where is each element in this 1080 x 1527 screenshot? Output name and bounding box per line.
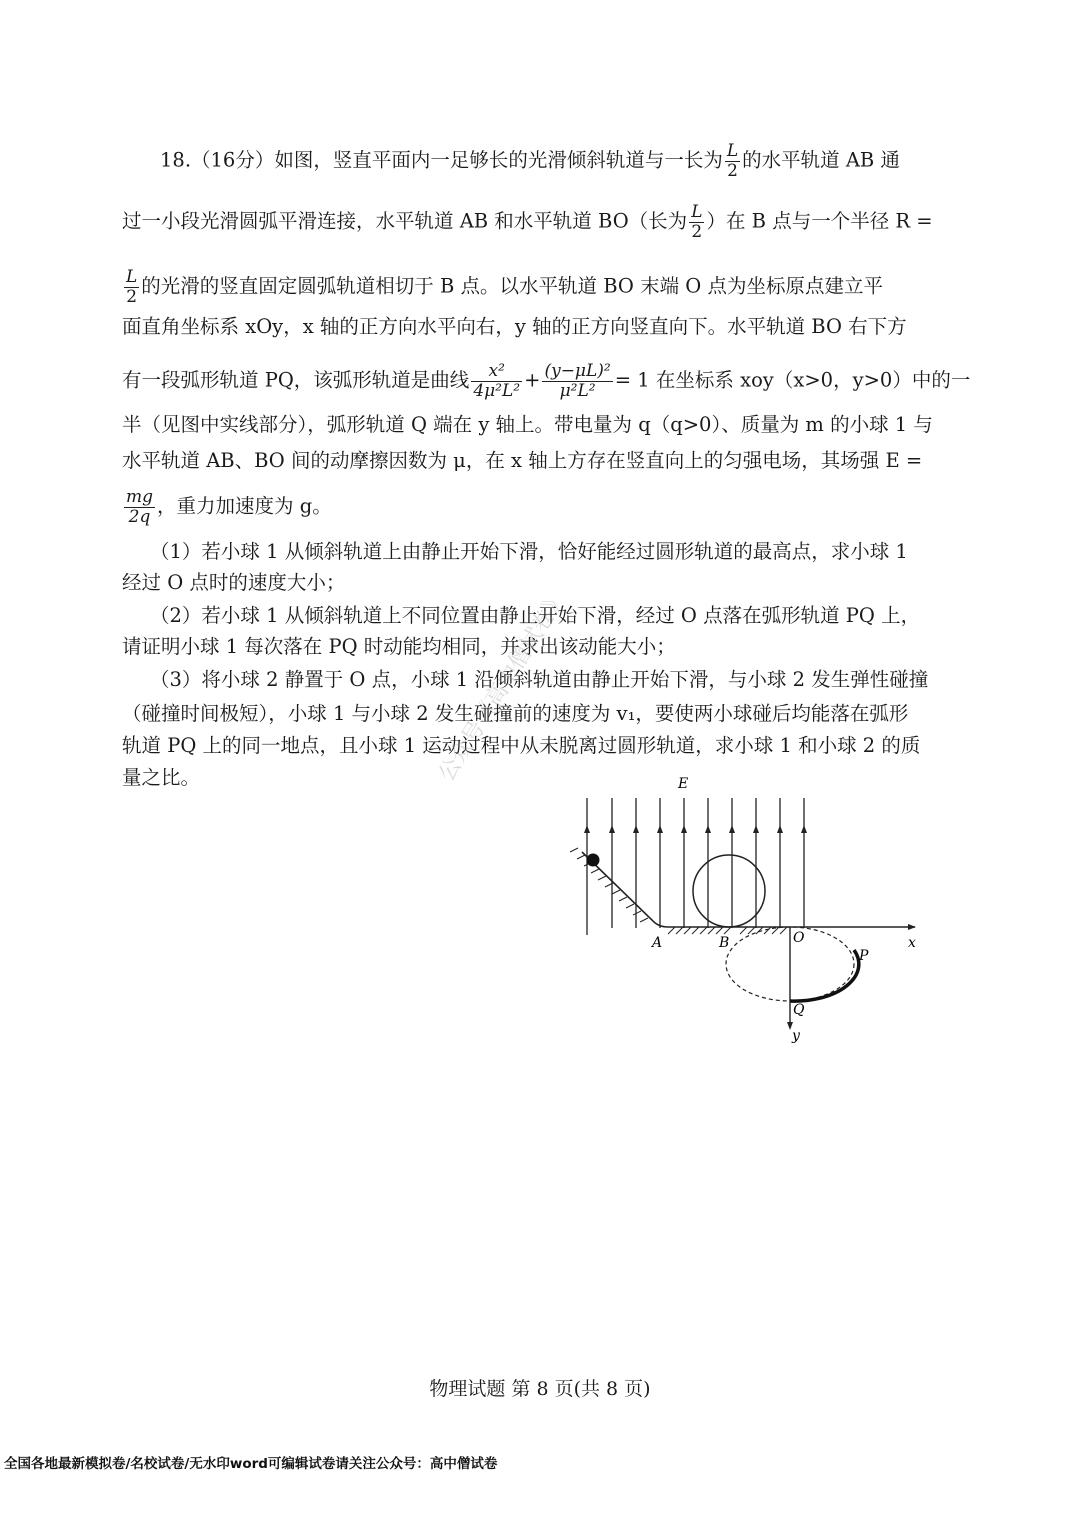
question-text: 的光滑的竖直固定圆弧轨道相切于 B 点。以水平轨道 BO 末端 O 点为坐标原点建立平 bbox=[141, 274, 883, 298]
field-arrowheads bbox=[584, 825, 807, 833]
fraction-l-over-2: $\frac{L}{2}$ bbox=[691, 202, 703, 242]
ball-1 bbox=[587, 854, 600, 867]
label-B: B bbox=[719, 935, 730, 951]
fraction-l-over-2: $\frac{L}{2}$ bbox=[126, 267, 138, 307]
question-line-7: 水平轨道 AB、BO 间的动摩擦因数为 μ，在 x 轴上方存在竖直向上的匀强电场，其场强 E = bbox=[122, 449, 923, 472]
page-footer: 物理试题 第 8 页(共 8 页) bbox=[429, 1378, 651, 1400]
label-x: x bbox=[908, 935, 916, 951]
part-2-line-b: 请证明小球 1 每次落在 PQ 时动能均相同，并求出该动能大小； bbox=[122, 635, 676, 658]
equation-fraction-2: $\frac{\text{(y−μL)²}}{\text{μ²L²}}$ bbox=[544, 361, 611, 401]
question-text: 18.（16分）如图，竖直平面内一足够长的光滑倾斜轨道与一长为 bbox=[160, 148, 723, 172]
question-line-8 bbox=[122, 488, 952, 526]
x-axis-arrow bbox=[908, 924, 916, 930]
question-line-3 bbox=[122, 268, 952, 306]
part-3-line-b: （碰撞时间极短），小球 1 与小球 2 发生碰撞前的速度为 v₁，要使两小球碰后均能落在弧形 bbox=[122, 702, 909, 725]
part-3-line-c: 轨道 PQ 上的同一地点，且小球 1 运动过程中从未脱离过圆形轨道，求小球 1 和小球 2 的质 bbox=[122, 734, 921, 757]
label-A: A bbox=[652, 935, 663, 951]
plus-sign: + bbox=[524, 368, 541, 392]
equation-rhs: = 1 bbox=[614, 368, 650, 392]
question-line-4: 面直角坐标系 xOy，x 轴的正方向水平向右，y 轴的正方向竖直向下。水平轨道 BO 右下方 bbox=[122, 315, 907, 338]
question-line-2 bbox=[122, 203, 952, 241]
physics-diagram bbox=[560, 770, 930, 1050]
label-Q: Q bbox=[793, 1002, 805, 1018]
part-1-line-b: 经过 O 点时的速度大小； bbox=[122, 571, 346, 594]
arc-pq-solid bbox=[790, 950, 859, 1001]
question-text: ，重力加速度为 g。 bbox=[157, 494, 332, 518]
track-hatching bbox=[570, 848, 787, 934]
watermark: 公众号《高中僧试卷》 bbox=[434, 586, 573, 786]
electric-field-lines bbox=[587, 798, 804, 935]
part-2-line-a: （2）若小球 1 从倾斜轨道上不同位置由静止开始下滑，经过 O 点落在弧形轨道 PQ 上， bbox=[150, 604, 921, 627]
part-3-line-d: 量之比。 bbox=[122, 766, 201, 789]
equation-fraction-1: $\frac{\text{x²}}{\text{4μ²L²}}$ bbox=[473, 361, 521, 401]
question-text: 有一段弧形轨道 PQ，该弧形轨道是曲线 bbox=[122, 368, 470, 392]
part-3-line-a: （3）将小球 2 静置于 O 点，小球 1 沿倾斜轨道由静止开始下滑，与小球 2 发生弹性碰撞 bbox=[150, 668, 929, 691]
question-line-5 bbox=[122, 361, 971, 401]
inclined-track bbox=[582, 852, 792, 927]
question-line-1 bbox=[160, 142, 990, 180]
part-1-line-a: （1）若小球 1 从倾斜轨道上由静止开始下滑，恰好能经过圆形轨道的最高点，求小球 1 bbox=[150, 540, 908, 563]
fraction-l-over-2: $\frac{L}{2}$ bbox=[726, 141, 739, 181]
ad-banner: 全国各地最新模拟卷/名校试卷/无水印word可编辑试卷请关注公众号：高中僧试卷 bbox=[4, 1456, 498, 1472]
label-O: O bbox=[793, 930, 805, 946]
circular-loop bbox=[693, 855, 765, 927]
question-text: ）在 B 点与一个半径 R = bbox=[706, 209, 933, 233]
label-E: E bbox=[678, 776, 689, 792]
question-line-6: 半（见图中实线部分），弧形轨道 Q 端在 y 轴上。带电量为 q（q>0）、质量为 m 的小球 1 与 bbox=[122, 413, 933, 436]
label-y: y bbox=[792, 1028, 800, 1044]
fraction-mg-over-2q: $\frac{mg}{2q}$ bbox=[126, 487, 154, 527]
question-text: 的水平轨道 AB 通 bbox=[742, 148, 900, 172]
label-P: P bbox=[859, 948, 869, 964]
question-text: 过一小段光滑圆弧平滑连接，水平轨道 AB 和水平轨道 BO（长为 bbox=[122, 209, 688, 233]
question-text: 在坐标系 xoy（x>0，y>0）中的一 bbox=[655, 368, 971, 392]
